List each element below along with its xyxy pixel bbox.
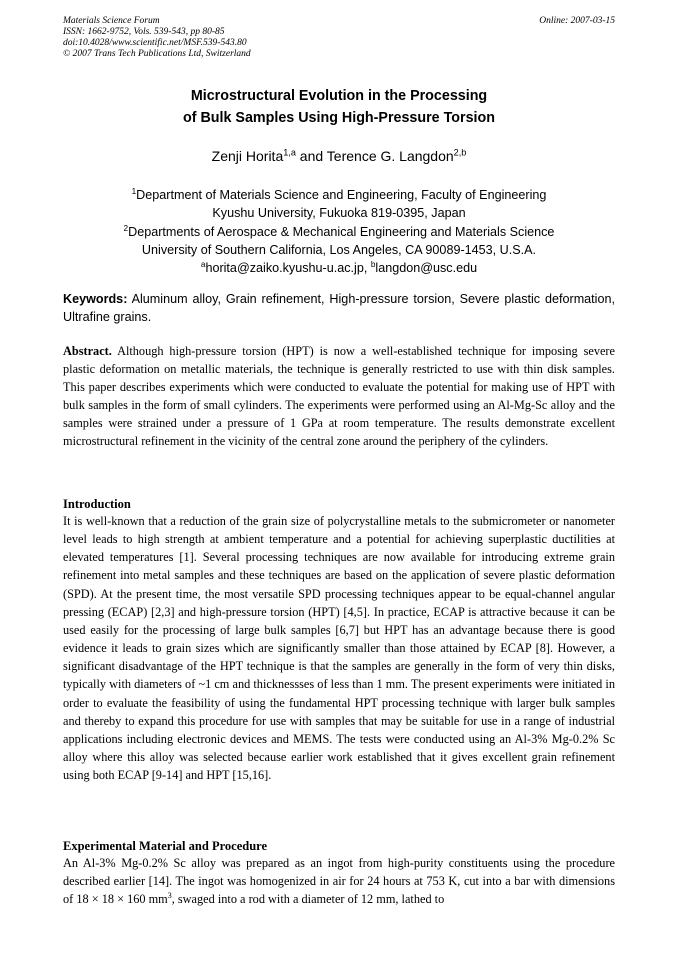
- keywords-label: Keywords:: [63, 292, 128, 306]
- issn-line: ISSN: 1662-9752, Vols. 539-543, pp 80-85: [63, 27, 225, 37]
- email-a-mark: a: [200, 260, 206, 269]
- affiliation-1-line-2: Kyushu University, Fukuoka 819-0395, Japan: [212, 206, 466, 221]
- doi-line: doi:10.4028/www.scientific.net/MSF.539-543.80: [63, 38, 247, 48]
- author-line: [63, 146, 615, 166]
- email-line: [63, 259, 615, 277]
- copyright-line: © 2007 Trans Tech Publications Ltd, Switzerland: [63, 49, 251, 59]
- journal-name: Materials Science Forum: [63, 16, 160, 26]
- abstract-text: Although high-pressure torsion (HPT) is now a well-established technique for imposing severe plastic deformation on metallic materials, the technique is generally restricted to use with thin disk samples. This paper describes experiments which were conducted to evaluate the potential for making use of HPT with bulk samples in the form of small cylinders. The experiments were performed using an Al-Mg-Sc alloy and the samples were strained under a pressure of 1 GPa at room temperature. The results demonstrate excellent microstructural refinement in the vicinity of the central zone around the periphery of the cylinders.: [63, 344, 615, 449]
- journal-header: [63, 16, 251, 60]
- experimental-text-end: , swaged into a rod with a diameter of 12 mm, lathed to: [171, 892, 445, 907]
- affiliation-2-line-2: University of Southern California, Los Angeles, CA 90089-1453, U.S.A.: [141, 242, 537, 257]
- affil-1-dept: Department of Materials Science and Engineering, Faculty of Engineering: [136, 188, 547, 202]
- author-2-affil-mark: 2,b: [453, 147, 467, 158]
- experimental-text: [63, 854, 615, 908]
- title-line-2: of Bulk Samples Using High-Pressure Torsion: [183, 110, 495, 126]
- experimental-text-start: An Al-3% Mg-0.2% Sc alloy was prepared as an ingot from high-purity constituents using the procedure described earlier [14]. The ingot was homogenized in air for 24 hours at 753 K, cut into a bar with dimensions of 18 × 18 × 160 mm: [63, 856, 615, 907]
- affil-2-dept: Departments of Aerospace & Mechanical Engineering and Materials Science: [128, 224, 555, 239]
- affil-1-mark: 1: [131, 186, 137, 196]
- experimental-heading: Experimental Material and Procedure: [63, 839, 268, 853]
- abstract-paragraph: [63, 342, 615, 451]
- introduction-text: It is well-known that a reduction of the grain size of polycrystalline metals to the submicrometer or nanometer level leads to high strength at ambient temperature and a potential for achieving superplastic ductilities at elevated temperatures [1]. Several processing techniques are now available for introducing extreme grain refinement into metal samples and these techniques are based on the application of severe plastic deformation (SPD). At the present time, the most versatile SPD processing techniques appear to be equal-channel angular pressing (ECAP) [2,3] and high-pressure torsion (HPT) [4,5]. In practice, ECAP is attractive because it can be used easily for the processing of large bulk samples [6,7] but HPT has an advantage because there is good evidence it leads to grain sizes which are significantly smaller than those attained by ECAP [8]. However, a significant disadvantage of the HPT technique is that the samples are generally in the form of very thin disks, typically with diameters of ~1 cm and thicknessses of less than 1 mm. The present experiments were initiated in order to evaluate the feasibility of using the fundamental HPT processing technique with larger bulk samples and thereby to expand this procedure for use with samples that may be suitable for use in a range of industrial applications including electronic devices and MEMS. The tests were conducted using an Al-3% Mg-0.2% Sc alloy where this alloy was selected because earlier work established that it gives excellent grain refinement using both ECAP [9-14] and HPT [15,16].: [63, 514, 615, 783]
- affiliations: [63, 186, 615, 277]
- author-1: Zenji Horita: [211, 148, 284, 164]
- affiliation-1-line-1: [63, 186, 615, 204]
- abstract-label: Abstract.: [63, 344, 112, 358]
- cubic-exponent: 3: [167, 891, 172, 901]
- keywords-text: Aluminum alloy, Grain refinement, High-pressure torsion, Severe plastic deformation, Ultrafine grains.: [63, 292, 615, 325]
- email-author-2[interactable]: langdon@usc.edu: [375, 261, 478, 276]
- introduction-heading: Introduction: [63, 497, 131, 511]
- email-author-1[interactable]: horita@zaiko.kyushu-u.ac.jp,: [205, 261, 371, 276]
- author-2: Terence G. Langdon: [326, 148, 454, 164]
- online-date: Online: 2007-03-15: [539, 16, 615, 26]
- affil-2-mark: 2: [123, 223, 129, 233]
- affiliation-2-line-1: [63, 223, 615, 241]
- keywords-paragraph: [63, 290, 615, 327]
- title-line-1: Microstructural Evolution in the Processing: [190, 88, 488, 104]
- paper-title: [63, 85, 615, 129]
- author-1-affil-mark: 1,a: [283, 147, 296, 158]
- author-conjunction: and: [295, 148, 327, 164]
- email-b-mark: b: [370, 260, 376, 269]
